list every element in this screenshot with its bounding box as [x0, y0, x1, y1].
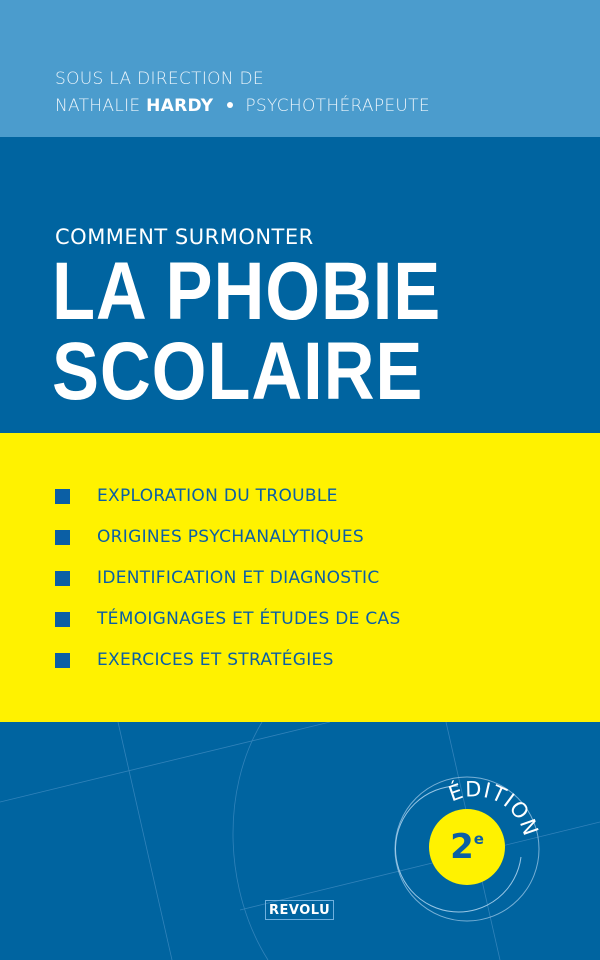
- author-band: [0, 0, 600, 137]
- square-bullet-icon: [55, 530, 70, 545]
- book-title: [52, 246, 442, 417]
- title-line-2: SCOLAIRE: [52, 326, 424, 417]
- title-line-1: LA PHOBIE: [52, 246, 442, 337]
- author-first-name: NATHALIE: [55, 96, 141, 116]
- edition-number: 2: [450, 827, 472, 867]
- author-line: [55, 96, 430, 116]
- direction-label: SOUS LA DIRECTION DE: [55, 69, 264, 89]
- topic-label: ORIGINES PSYCHANALYTIQUES: [97, 527, 365, 547]
- edition-suffix: e: [473, 830, 484, 848]
- author-last-name: HARDY: [146, 96, 214, 116]
- square-bullet-icon: [55, 571, 70, 586]
- topic-item: [55, 522, 364, 552]
- topic-label: TÉMOIGNAGES ET ÉTUDES DE CAS: [97, 609, 401, 629]
- square-bullet-icon: [55, 653, 70, 668]
- decorative-grid-lines: [0, 722, 600, 960]
- edition-label: ÉDITION: [445, 777, 544, 840]
- subtitle: COMMENT SURMONTER: [55, 225, 314, 249]
- author-role: PSYCHOTHÉRAPEUTE: [245, 96, 430, 116]
- square-bullet-icon: [55, 489, 70, 504]
- topic-label: IDENTIFICATION ET DIAGNOSTIC: [97, 568, 380, 588]
- topic-item: [55, 604, 401, 634]
- topic-label: EXPLORATION DU TROUBLE: [97, 486, 338, 506]
- topic-item: [55, 645, 334, 675]
- bullet-dot-icon: [227, 102, 233, 108]
- topic-item: [55, 481, 338, 511]
- square-bullet-icon: [55, 612, 70, 627]
- publisher-logo: REVOLU: [265, 900, 334, 920]
- edition-badge: [429, 809, 505, 885]
- topic-label: EXERCICES ET STRATÉGIES: [97, 650, 334, 670]
- topic-item: [55, 563, 380, 593]
